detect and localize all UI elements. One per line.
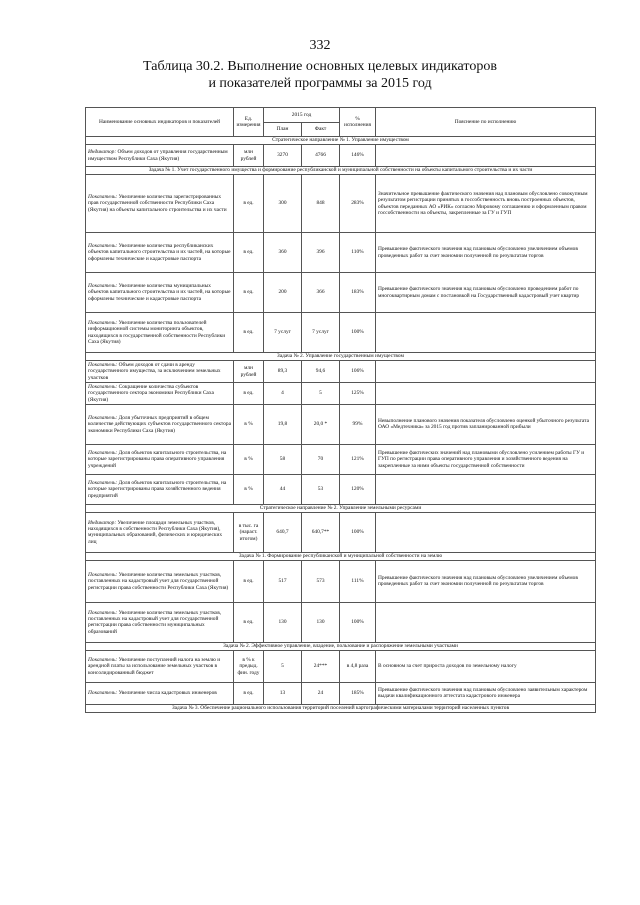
indicator-name — [86, 682, 234, 704]
indicator-text: Объем доходов от управления государственным имуществом Республики Саха (Якутия) — [88, 149, 228, 162]
unit-cell: в ед. — [234, 682, 264, 704]
note-cell: Превышение фактического значения над плановым обусловлено увеличением объемов проведенных работ за счет экономии полученной по результатам торгов — [376, 233, 596, 273]
note-cell: Превышение фактического значения над плановым обусловлено увеличением объемов проведенных работ за счет экономии полученной по результатам торгов — [376, 560, 596, 602]
pct-cell: 121% — [340, 444, 376, 474]
pct-cell: 110% — [340, 233, 376, 273]
section-row — [86, 552, 596, 560]
indicator-text: Доля объектов капитального строительства, на которые зарегистрированы права оперативного управления учреждений — [88, 449, 227, 469]
indicator-name — [86, 560, 234, 602]
table-row — [86, 145, 596, 167]
note-cell: Превышение фактического значения над плановым обусловлено проведением работ по многоквартирным домам с постановкой на Государственный кадастровый учет квартир — [376, 273, 596, 313]
indicator-text: Доля объектов капитального строительства, на которые зарегистрированы права хозяйственного ведения предприятий — [88, 479, 227, 499]
table-row — [86, 361, 596, 383]
note-cell — [376, 602, 596, 642]
header-pct: % исполнения — [340, 108, 376, 137]
unit-cell: в % — [234, 474, 264, 504]
pct-cell: 99% — [340, 404, 376, 444]
indicator-name — [86, 383, 234, 405]
unit-cell: в % к предыд. фин. году — [234, 650, 264, 682]
indicator-text: Увеличение количества республиканских объектов капитального строительства и их частей, на которые оформлены технические и кадастровые паспорта — [88, 243, 231, 262]
page-number: 332 — [309, 38, 331, 53]
indicator-label: Показатель: — [88, 449, 118, 456]
table-row — [86, 444, 596, 474]
pct-cell: 183% — [340, 273, 376, 313]
unit-cell: в ед. — [234, 313, 264, 353]
pct-cell: 100% — [340, 512, 376, 552]
indicator-text: Увеличение количества земельных участков, поставленных на кадастровый учет для государственной регистрации права собственности муниципальных образований — [88, 609, 222, 635]
plan-cell: 640,7 — [264, 512, 302, 552]
indicator-name — [86, 650, 234, 682]
indicator-name — [86, 175, 234, 233]
note-cell — [376, 145, 596, 167]
fact-cell: 366 — [302, 273, 340, 313]
title-line-1: Таблица 30.2. Выполнение основных целевых индикаторов — [143, 59, 497, 74]
note-cell — [376, 361, 596, 383]
unit-cell: в ед. — [234, 560, 264, 602]
table-row — [86, 233, 596, 273]
unit-cell: в % — [234, 444, 264, 474]
unit-cell: в % — [234, 404, 264, 444]
indicators-table — [85, 107, 596, 713]
unit-cell: млн рублей — [234, 145, 264, 167]
fact-cell: 7 услуг — [302, 313, 340, 353]
indicator-name — [86, 404, 234, 444]
fact-cell: 24*** — [302, 650, 340, 682]
section-title: Задача № 3. Обеспечение рационального использования территорий поселений картографическими материалами территорий населенных пунктов — [86, 704, 596, 712]
table-row — [86, 650, 596, 682]
note-cell: Превышение фактического значения над плановым обусловлено заявительным характером выдачи квалификационного аттестата кадастрового инженера — [376, 682, 596, 704]
section-title: Задача № 1. Учет государственного имущества и формирование республиканской и муниципальной собственности на объекты капитального строительства и их части — [86, 167, 596, 175]
indicator-label: Показатель: — [88, 656, 118, 663]
section-row — [86, 642, 596, 650]
table-row — [86, 474, 596, 504]
header-unit: Ед. измерения — [234, 108, 264, 137]
pct-cell: 100% — [340, 602, 376, 642]
table-row — [86, 273, 596, 313]
indicator-label: Показатель: — [88, 609, 118, 616]
indicator-label: Показатель: — [88, 384, 118, 390]
indicator-text: Сокращение количества субъектов государственного сектора экономики Республики Саха (Якутия) — [88, 384, 214, 403]
table-body — [86, 137, 596, 713]
indicator-label: Показатель: — [88, 362, 118, 369]
fact-cell: 53 — [302, 474, 340, 504]
note-cell — [376, 313, 596, 353]
pct-cell: 146% — [340, 145, 376, 167]
pct-cell: 100% — [340, 313, 376, 353]
section-row — [86, 167, 596, 175]
fact-cell: 24 — [302, 682, 340, 704]
header-year: 2015 год — [264, 108, 340, 123]
unit-cell: в ед. — [234, 233, 264, 273]
fact-cell: 396 — [302, 233, 340, 273]
header-fact: Факт — [302, 122, 340, 137]
header-name: Наименование основных индикаторов и показателей — [86, 108, 234, 137]
section-row — [86, 353, 596, 361]
plan-cell: 19,8 — [264, 404, 302, 444]
table-row — [86, 313, 596, 353]
fact-cell: 20,0 * — [302, 404, 340, 444]
indicator-label: Показатель: — [88, 571, 118, 578]
note-cell — [376, 474, 596, 504]
plan-cell: 4 — [264, 383, 302, 405]
fact-cell: 4766 — [302, 145, 340, 167]
pct-cell: 125% — [340, 383, 376, 405]
unit-cell: в ед. — [234, 383, 264, 405]
note-cell: Невыполнение планового значения показателя обусловлено оценкой убыточного результата ОАО «Медтехника» за 2015 год против запланированной прибыли — [376, 404, 596, 444]
plan-cell: 13 — [264, 682, 302, 704]
pct-cell: 120% — [340, 474, 376, 504]
unit-cell: в ед. — [234, 602, 264, 642]
pct-cell: 106% — [340, 361, 376, 383]
indicator-name — [86, 361, 234, 383]
plan-cell: 517 — [264, 560, 302, 602]
indicator-text: Увеличение количества муниципальных объектов капитального строительства и их частей, на которые оформлены технические и кадастровые паспорта — [88, 283, 231, 302]
plan-cell: 300 — [264, 175, 302, 233]
fact-cell: 5 — [302, 383, 340, 405]
pct-cell: 111% — [340, 560, 376, 602]
plan-cell: 7 услуг — [264, 313, 302, 353]
table-row — [86, 602, 596, 642]
indicator-text: Увеличение площади земельных участков, находящихся в собственности Республики Саха (Якутия), муниципальных образований, физических и юридических лиц — [88, 519, 223, 545]
indicator-text: Увеличение количества земельных участков, поставленных на кадастровый учет для государственной регистрации права собственности Республики Саха (Якутия) — [88, 571, 229, 591]
unit-cell: в ед. — [234, 273, 264, 313]
plan-cell: 89,3 — [264, 361, 302, 383]
table-title — [0, 58, 640, 92]
note-cell: В основном за счет прироста доходов по земельному налогу — [376, 650, 596, 682]
fact-cell: 573 — [302, 560, 340, 602]
section-row — [86, 137, 596, 145]
plan-cell: 200 — [264, 273, 302, 313]
section-title: Стратегическое направление № 2. Управление земельными ресурсами — [86, 504, 596, 512]
indicator-name — [86, 474, 234, 504]
pct-cell: 185% — [340, 682, 376, 704]
indicator-name — [86, 233, 234, 273]
indicator-label: Показатель: — [88, 690, 118, 697]
header-note: Пояснение по исполнению — [376, 108, 596, 137]
indicator-text: Увеличение количества пользователей информационной системы мониторинга объектов, находящихся в государственной собственности Республики Саха (Якутия) — [88, 319, 226, 345]
header-plan: План — [264, 122, 302, 137]
fact-cell: 640,7** — [302, 512, 340, 552]
table-row — [86, 383, 596, 405]
plan-cell: 58 — [264, 444, 302, 474]
indicator-text: Увеличение поступлений налога на землю и арендной платы за использование земельных участков в консолидированный бюджет — [88, 656, 221, 676]
indicator-label: Индикатор: — [88, 149, 117, 156]
indicator-text: Увеличение количества зарегистрированных прав государственной собственности Республики Саха (Якутия) на объекты капитального строительства и их части — [88, 194, 227, 213]
section-row — [86, 504, 596, 512]
fact-cell: 94,6 — [302, 361, 340, 383]
note-cell: Превышение фактических значений над плановыми обусловлено усилением работы ГУ и ГУП по регистрации права оперативного управления и хозяйственного ведения на закрепленные за ними объекты государственной собственности — [376, 444, 596, 474]
indicator-text: Объем доходов от сдачи в аренду государственного имущества, за исключением земельных участков — [88, 362, 221, 381]
table-row — [86, 512, 596, 552]
fact-cell: 848 — [302, 175, 340, 233]
plan-cell: 3270 — [264, 145, 302, 167]
fact-cell: 70 — [302, 444, 340, 474]
indicator-name — [86, 512, 234, 552]
plan-cell: 44 — [264, 474, 302, 504]
plan-cell: 5 — [264, 650, 302, 682]
indicator-text: Увеличение числа кадастровых инженеров — [118, 690, 217, 697]
indicator-name — [86, 602, 234, 642]
indicator-label: Показатель: — [88, 194, 118, 201]
unit-cell: в тыс. га (нараст. итогом) — [234, 512, 264, 552]
indicator-label: Показатель: — [88, 283, 118, 290]
indicator-text: Доля убыточных предприятий в общем количестве действующих субъектов государственного сектора экономики Республики Саха (Якутия) — [88, 414, 231, 434]
section-title: Задача № 1. Формирование республиканской и муниципальной собственности на землю — [86, 552, 596, 560]
note-cell — [376, 383, 596, 405]
plan-cell: 130 — [264, 602, 302, 642]
indicator-name — [86, 145, 234, 167]
indicator-name — [86, 273, 234, 313]
indicator-label: Показатель: — [88, 414, 118, 421]
note-cell — [376, 512, 596, 552]
note-cell: Значительное превышение фактического значения над плановым обусловлено совокупным результатом регистрации принятых в госсобственность вновь построенных объектов, объектов переданных АО «РИК» согласно Мировому соглашению и оформленным правом госсобственности на объекты, закрепленные за ГУ и ГУП — [376, 175, 596, 233]
section-title: Задача № 2. Эффективное управление, владение, пользование и распоряжение земельными участками — [86, 642, 596, 650]
section-title: Стратегическое направление № 1. Управление имуществом — [86, 137, 596, 145]
indicator-label: Показатель: — [88, 243, 118, 250]
indicator-label: Показатель: — [88, 479, 118, 486]
pct-cell: 283% — [340, 175, 376, 233]
unit-cell: в ед. — [234, 175, 264, 233]
table-row — [86, 560, 596, 602]
fact-cell: 130 — [302, 602, 340, 642]
unit-cell: млн рублей — [234, 361, 264, 383]
table-row — [86, 682, 596, 704]
indicator-name — [86, 313, 234, 353]
indicator-label: Индикатор: — [88, 519, 117, 526]
plan-cell: 360 — [264, 233, 302, 273]
indicator-label: Показатель: — [88, 319, 118, 326]
section-row — [86, 704, 596, 712]
section-title: Задача № 2. Управление государственным имуществом — [86, 353, 596, 361]
pct-cell: в 4,8 раза — [340, 650, 376, 682]
indicator-name — [86, 444, 234, 474]
title-line-2: и показателей программы за 2015 год — [208, 76, 432, 91]
table-row — [86, 404, 596, 444]
table-row — [86, 175, 596, 233]
